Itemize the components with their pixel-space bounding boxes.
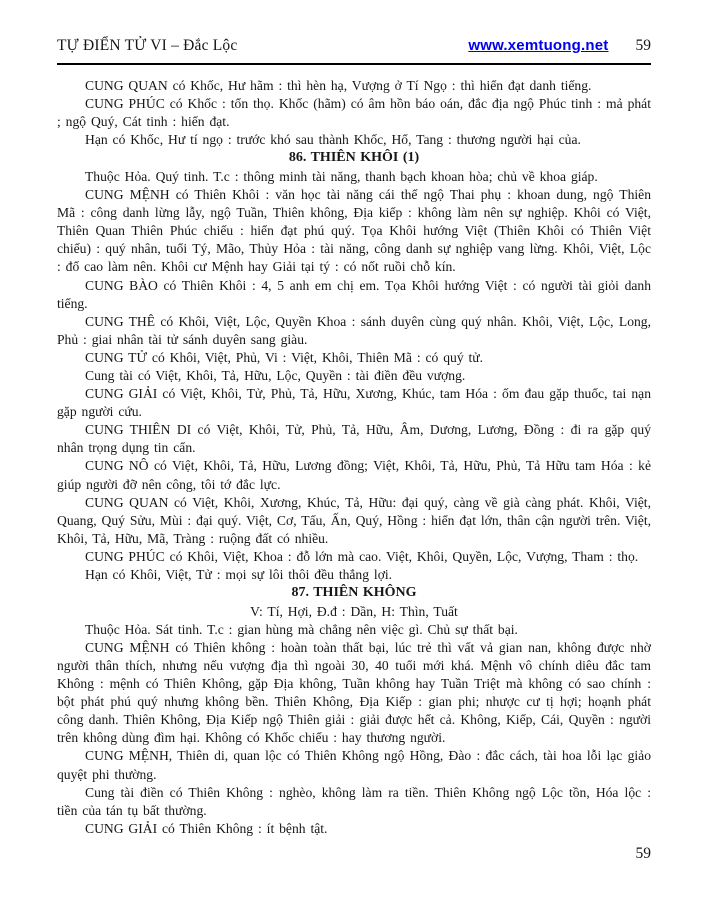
paragraph: CUNG MỆNH có Thiên không : hoàn toàn thất bại, lúc trẻ thì vất vả gian nan, không được nhờ người thân thích, nhưng nếu vượng địa thì ngoài 30, 40 tuổi mới khá. Mệnh vô chính diêu đắc tam Không : mệnh có Thiên Không, gặp Địa không, Tuần không hay Tuần Triệt mà không có sao chính : bột phát phú quý nhưng không bền. Thiên Không, Địa Kiếp : gian phi; nhược cư tị hợi; hoạnh phát công danh. Thiên Không, Địa Kiếp ngộ Thiên giải : giải được hết cả. Không, Kiếp, Cái, Quyền : người trên không dùng đìm hại. Không có Khốc chiếu : hay thương người. (57, 639, 651, 746)
website-link[interactable]: www.xemtuong.net (468, 37, 609, 54)
paragraph: CUNG THÊ có Khôi, Việt, Lộc, Quyền Khoa : sánh duyên cùng quý nhân. Khôi, Việt, Lộc, Long, Phủ : giai nhân tài tử sánh duyên sang giàu. (57, 313, 651, 347)
header-divider (57, 63, 651, 65)
paragraph: Cung tài có Việt, Khôi, Tả, Hữu, Lộc, Quyền : tài điền đều vượng. (85, 368, 466, 383)
footer-page-number: 59 (635, 845, 651, 862)
paragraph: CUNG NÔ có Việt, Khôi, Tả, Hữu, Lương đồng; Việt, Khôi, Tả, Hữu, Phủ, Tả Hữu tam Hóa : kẻ giúp người đỡ nên công, tôi tớ đắc lực. (57, 458, 651, 492)
paragraph: Thuộc Hỏa. Sát tinh. T.c : gian hùng mà chẳng nên việc gì. Chủ sự thất bại. (85, 621, 518, 637)
paragraph: V: Tí, Hợi, Đ.đ : Dần, H: Thìn, Tuất (250, 603, 458, 619)
paragraph: CUNG PHÚC có Khốc : tổn thọ. Khốc (hãm) có âm hồn báo oán, đắc địa ngộ Phúc tinh : mả phát ; ngộ Quý, Cát tinh : hiển đạt. (57, 96, 651, 130)
paragraph: CUNG THIÊN DI có Việt, Khôi, Tử, Phủ, Tả, Hữu, Âm, Dương, Lương, Đồng : đi ra gặp quý nhân trọng dụng tin cẩn. (57, 422, 651, 456)
book-title: TỰ ĐIỂN TỬ VI – Đắc Lộc (57, 37, 238, 54)
header-page-number: 59 (635, 37, 651, 54)
paragraph: CUNG GIẢI có Việt, Khôi, Tử, Phủ, Tả, Hữu, Xương, Khúc, tam Hóa : ốm đau gặp thuốc, tai nạn gặp người cứu. (57, 386, 651, 420)
paragraph: Cung tài điền có Thiên Không : nghèo, không làm ra tiền. Thiên Không ngộ Lộc tồn, Hóa lộc : tiền của tán tụ bất thường. (57, 784, 651, 818)
paragraph: Thuộc Hỏa. Quý tinh. T.c : thông minh tài năng, thanh bạch khoan hòa; chủ về khoa giáp. (85, 168, 598, 184)
paragraph: CUNG MỆNH có Thiên Khôi : văn học tài năng cái thế ngộ Thai phụ : khoan dung, ngộ Thiên Mã : công danh lừng lẫy, ngộ Tuần, Thiên không, Địa kiếp : không làm nên sự nghiệp. Khôi có Việt, Thiên Quan Thiên Phúc chiếu : hiển đạt phú quý. Tọa Khôi hướng Việt (Thiên Khôi có Thiên Việt chiếu) : quý nhân, tuổi Tý, Mão, Thủy Hỏa : tài năng, công danh sự nghiệp vang lừng. Khôi, Việt, Lộc : đổ cao làm nên. Khôi cư Mệnh hay Giải tại tý : có nốt ruồi chỗ kín. (57, 187, 651, 275)
document-body (57, 77, 651, 838)
paragraph: CUNG BÀO có Thiên Khôi : 4, 5 anh em chị em. Tọa Khôi hướng Việt : có người tài giỏi danh tiếng. (57, 277, 651, 311)
paragraph: Hạn có Khốc, Hư tí ngọ : trước khó sau thành Khốc, Hổ, Tang : thương người hại của. (85, 132, 581, 148)
section-heading: 87. THIÊN KHÔNG (291, 585, 417, 601)
paragraph: CUNG GIẢI có Thiên Không : ít bệnh tật. (85, 820, 328, 836)
paragraph: CUNG MỆNH, Thiên di, quan lộc có Thiên Không ngộ Hồng, Đào : đắc cách, tài hoa lỗi lạc giảo quyệt phi thường. (57, 748, 651, 782)
paragraph: CUNG PHÚC có Khôi, Việt, Khoa : đỗ lớn mà cao. Việt, Khôi, Quyền, Lộc, Vượng, Tham : thọ. (85, 548, 639, 564)
page-header (57, 37, 651, 55)
section-heading: 86. THIÊN KHÔI (1) (288, 150, 420, 166)
paragraph: CUNG QUAN có Việt, Khôi, Xương, Khúc, Tả, Hữu: đại quý, càng về già càng phát. Khôi, Việt, Quang, Quý Sửu, Mùi : đại quý. Việt, Cơ, Tấu, Ấn, Quý, Hồng : hiển đạt lớn, thân cận người trên. Việt, Khôi, Tả, Hữu, Mã, Tràng : ruộng đất có nhiều. (57, 494, 652, 546)
paragraph: CUNG QUAN có Khốc, Hư hãm : thì hèn hạ, Vượng ở Tí Ngọ : thì hiển đạt danh tiếng. (85, 78, 592, 93)
header-right-group (468, 37, 651, 55)
paragraph: Hạn có Khôi, Việt, Tử : mọi sự lôi thôi đều thắng lợi. (85, 567, 393, 583)
paragraph: CUNG TỬ có Khôi, Việt, Phủ, Vi : Việt, Khôi, Thiên Mã : có quý tử. (85, 349, 484, 365)
